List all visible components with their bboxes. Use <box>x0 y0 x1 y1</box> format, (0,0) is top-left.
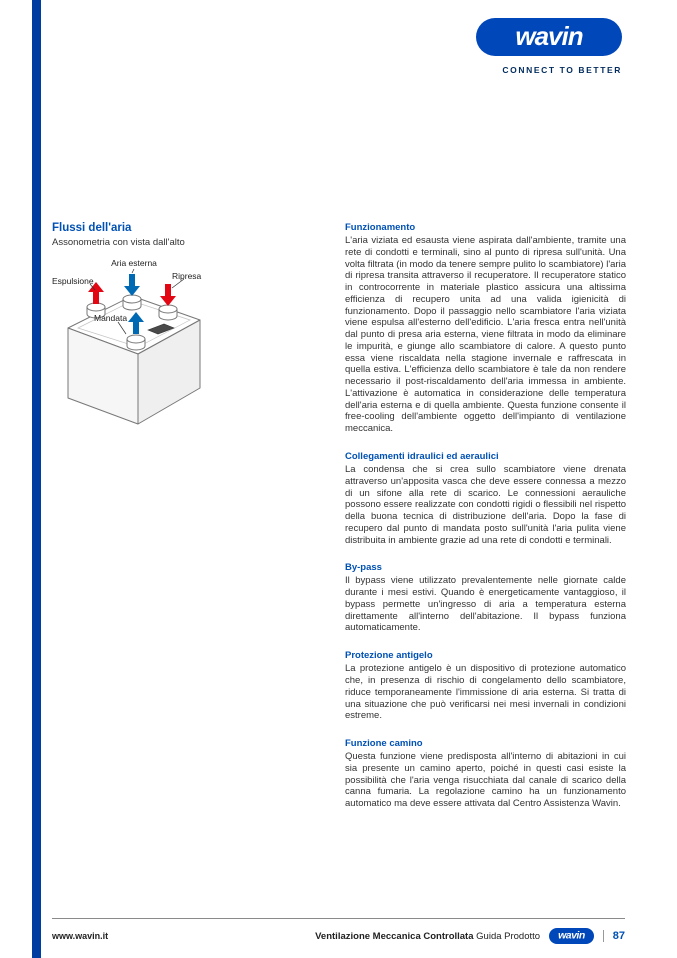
footer-divider <box>603 930 604 942</box>
label-mandata: Mandata <box>94 313 128 323</box>
footer-website-link[interactable]: www.wavin.it <box>52 931 109 941</box>
wavin-logo-text: wavin <box>515 20 583 51</box>
section-body-bypass: Il bypass viene utilizzato prevalentemente nelle giornate calde durante i mesi estivi. Quando è energeticamente vantaggioso, il bypass permette un'ingresso di aria a temperatura esterna direttamente all'interno dell'abitazione. Il bypass funziona automaticamente. <box>345 575 626 634</box>
logo-tagline: CONNECT TO BETTER <box>502 65 622 75</box>
section-body-collegamenti: La condensa che si crea sullo scambiatore viene drenata attraverso un'apposita vasca che deve essere connessa a mezzo di un sifone alla rete di scarico. Le connessioni aerauliche possono essere realizzate con condotti rigidi o flessibili nel rispetto della buona tecnica di distribuzione dell'aria. Dopo la fase di recupero dal punto di mandata posto sull'unità l'aria pulita viene distribuita in ambiente grazie ad una rete di condotti e terminali. <box>345 464 626 546</box>
port-aria-esterna <box>123 295 141 310</box>
diagram-subtitle: Assonometria con vista dall'alto <box>52 237 185 248</box>
label-aria-esterna: Aria esterna <box>111 258 157 268</box>
footer-doc-subtitle: Guida Prodotto <box>476 930 541 942</box>
section-heading-bypass: By-pass <box>345 562 382 574</box>
section-body-funzione-camino: Questa funzione viene predisposta all'interno di abitazioni in cui sia presente un camino aperto, poiché in questi casi esiste la possibilità che l'aria venga risucchiata dal canale di scarico della canna fumaria. La regolazione camino ha un funzionamento automatico ma deve essere attivata dal Centro Assistenza Wavin. <box>345 751 626 810</box>
page-number: 87 <box>612 930 625 942</box>
footer-wavin-logo-text: wavin <box>558 929 585 942</box>
port-mandata <box>127 335 145 350</box>
body-text-column <box>345 222 626 810</box>
footer-wavin-logo <box>549 928 594 944</box>
footer-doc-title-bold: Ventilazione Meccanica Controllata <box>315 930 474 942</box>
label-espulsione: Espulsione <box>52 276 94 286</box>
diagram-title: Flussi dell'aria <box>52 222 132 234</box>
section-heading-funzione-camino: Funzione camino <box>345 738 423 750</box>
port-ripresa <box>159 305 177 320</box>
page-footer <box>52 918 625 944</box>
outdoor-air-down-arrow <box>124 274 140 296</box>
footer-right <box>315 928 625 944</box>
section-body-protezione-antigelo: La protezione antigelo è un dispositivo di protezione automatico che, in presenza di rischio di congelamento dello scambiatore, riduce temporaneamente l'immissione di aria esterna. Si tratta di una situazione che può verificarsi nei mesi invernali in condizioni estreme. <box>345 663 626 722</box>
header <box>476 18 622 75</box>
airflow-diagram <box>52 258 262 443</box>
section-heading-funzionamento: Funzionamento <box>345 222 416 233</box>
left-column <box>52 222 327 443</box>
footer-doc-title <box>315 931 540 942</box>
wavin-logo <box>476 18 622 56</box>
left-accent-bar <box>32 0 41 958</box>
return-air-down-arrow <box>160 284 176 306</box>
label-ripresa: Ripresa <box>172 271 202 281</box>
section-heading-collegamenti: Collegamenti idraulici ed aeraulici <box>345 451 499 463</box>
section-body-funzionamento: L'aria viziata ed esausta viene aspirata dall'ambiente, tramite una rete di condotti e terminali, sino al punto di ripresa sull'unità. Una volta filtrata (in modo da tenere sempre pulito lo scambiatore) l'aria di ripresa transita attraverso il recuperatore. Il recuperatore statico in controcorrente in materiale plastico assicura una altissima efficienza di recupero unita ad una valida igienicità di funzionamento. Dopo il passaggio nello scambiatore l'aria viziata viene espulsa all'esterno dell'edificio. L'aria fresca entra nell'unità dal punto di presa aria esterna, viene filtrata in modo da eliminare le impurità, e giunge allo scambiatore di calore. A questo punto essa viene riscaldata nella stagione invernale e raffrescata in quella estiva. L'efficienza dello scambiatore è tale da non rendere necessario il post-riscaldamento dell'aria immessa in ambiente. L'attivazione è automatica in considerazione delle temperatura dell'aria esterna e di quella ambiente. Questa funzione consente il free-cooling dell'ambiente oggetto dell'impianto di ventilazione meccanica. <box>345 235 626 435</box>
section-heading-protezione-antigelo: Protezione antigelo <box>345 650 433 662</box>
